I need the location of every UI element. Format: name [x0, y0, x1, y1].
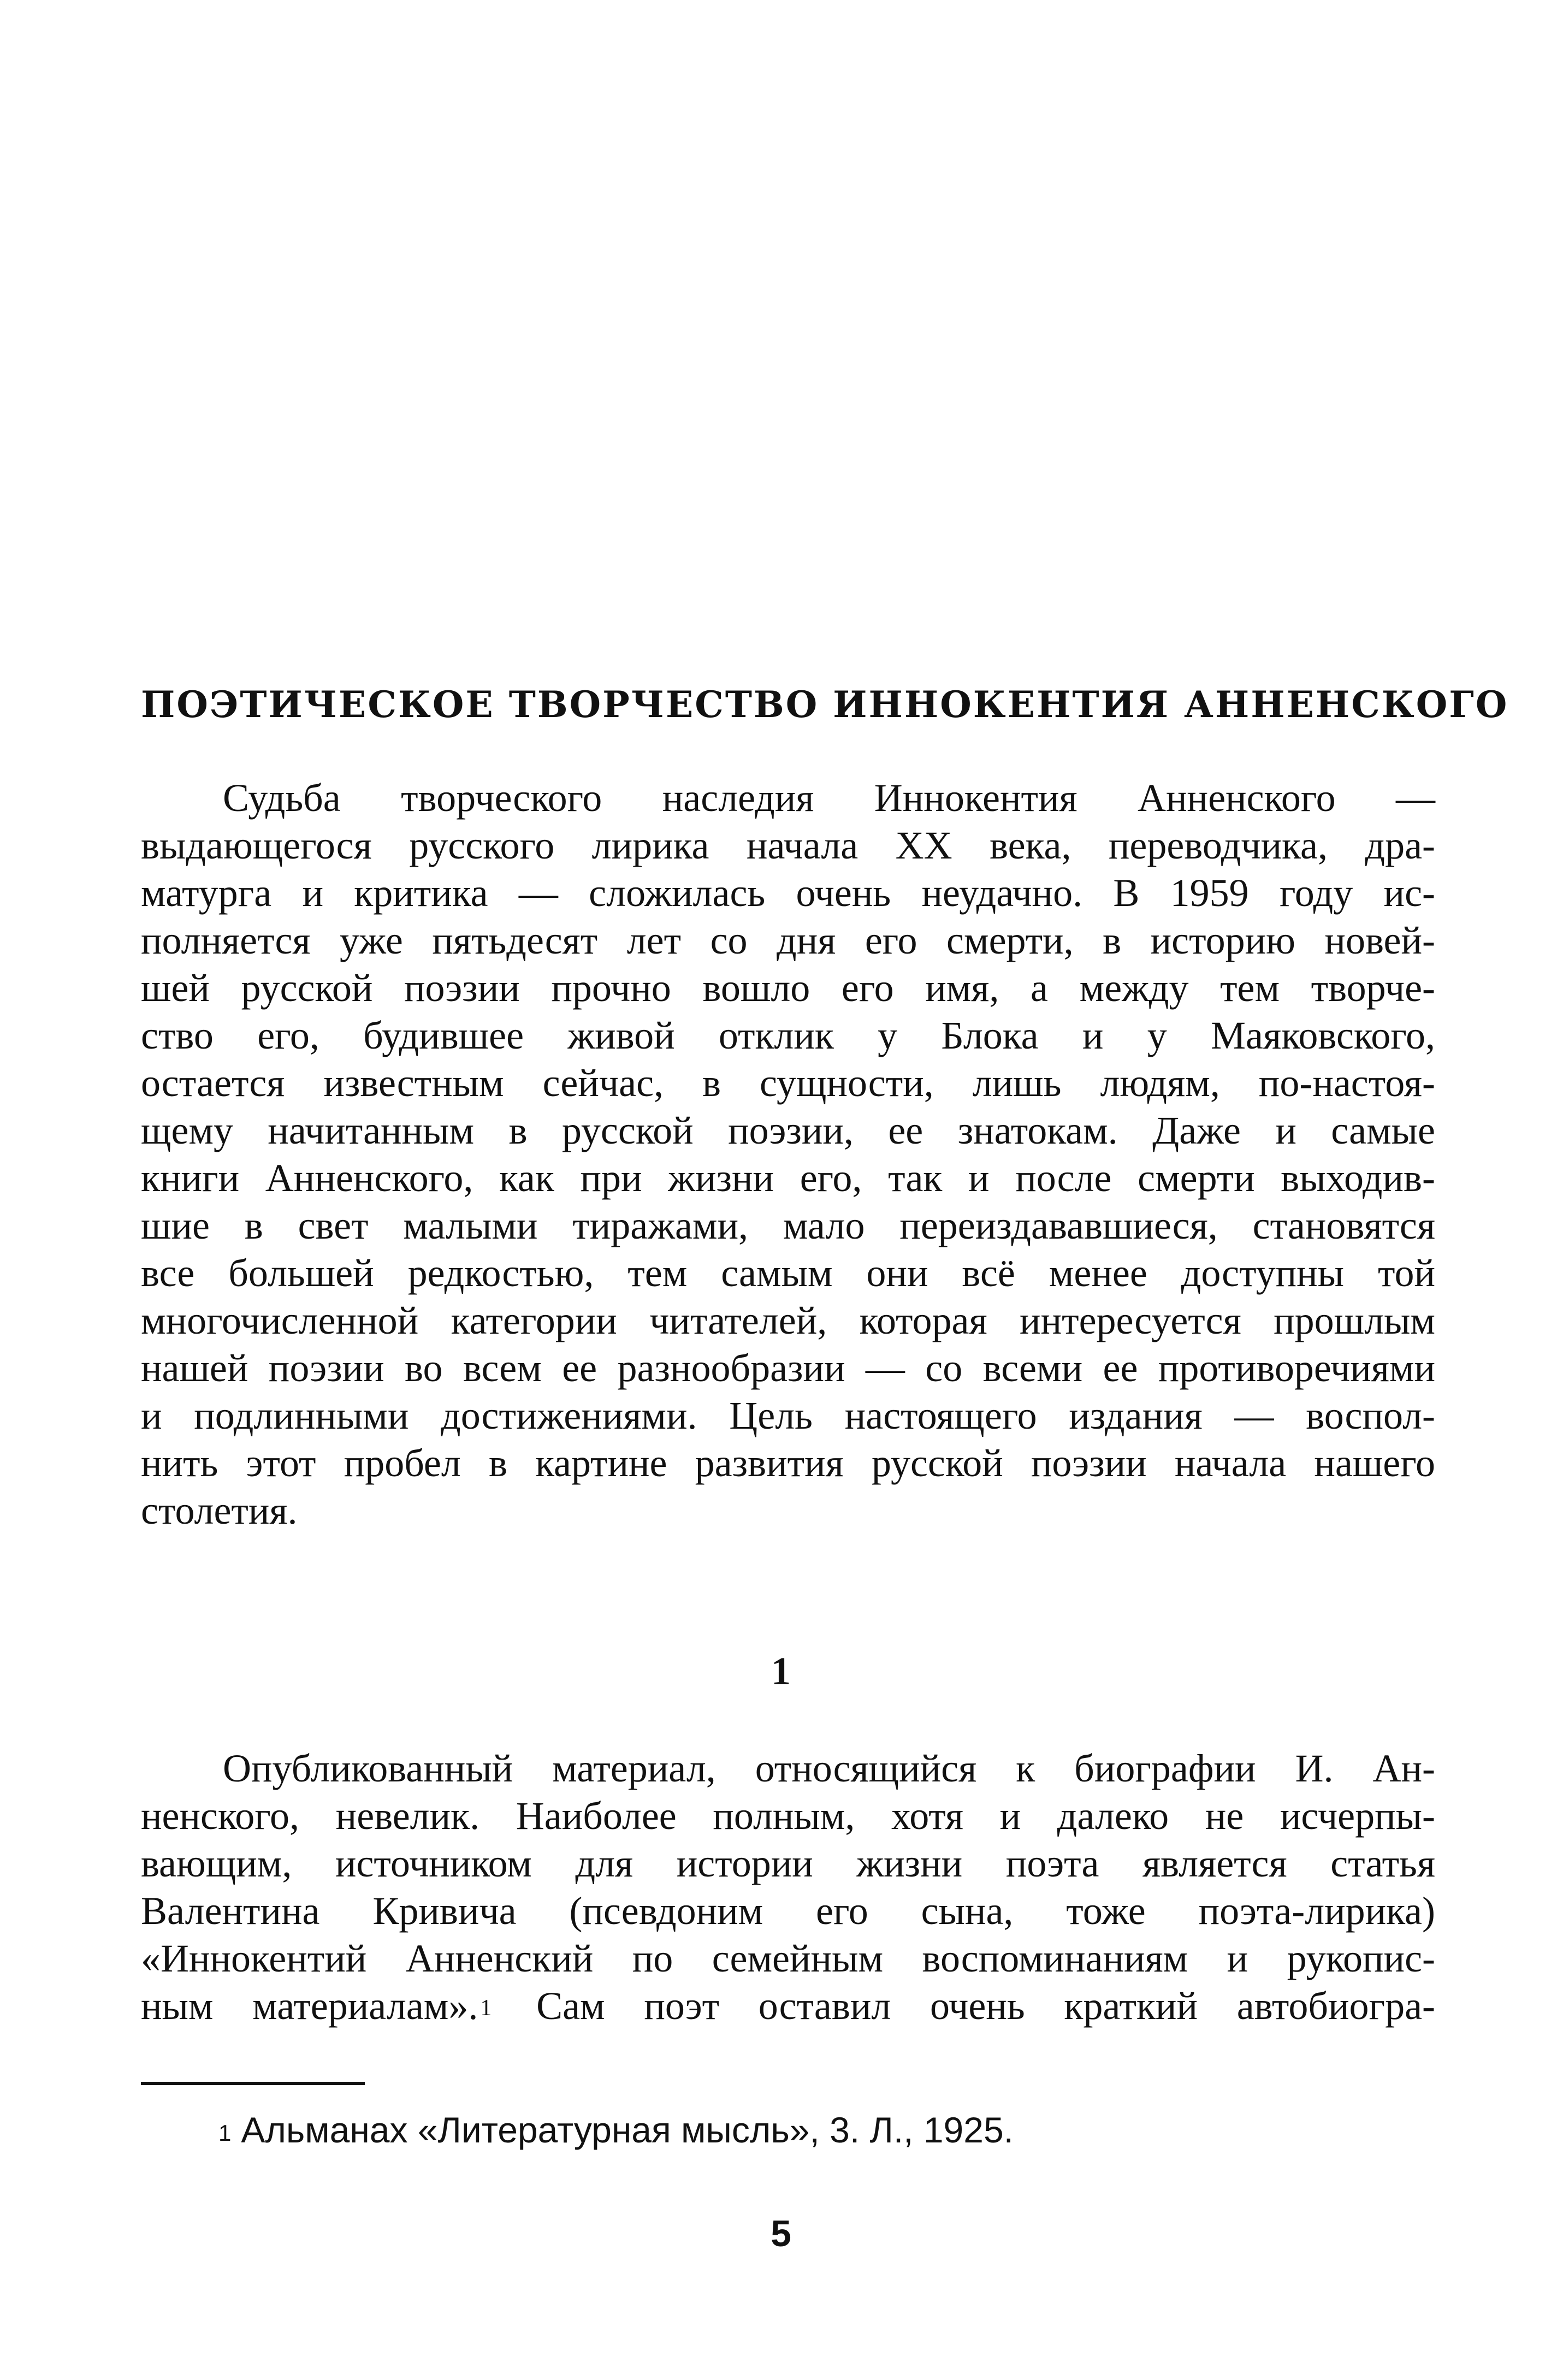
footnote-reference[interactable]: 1: [480, 1996, 492, 2021]
text-line: столетия.: [141, 1489, 298, 1532]
text-line: нить этот пробел в картине развития русской поэзии начала нашего: [141, 1441, 1435, 1485]
text-line: матурга и критика — сложилась очень неудачно. В 1959 году ис-: [141, 871, 1435, 915]
text-line-with-footnote-ref: [141, 1982, 1435, 2030]
text-line: шей русской поэзии прочно вошло его имя, а между тем творче-: [141, 966, 1435, 1010]
text-line: выдающегося русского лирика начала XX века, переводчика, дра-: [141, 824, 1435, 867]
section-number: 1: [771, 1649, 791, 1693]
text-line: вающим, источником для истории жизни поэта является статья: [141, 1842, 1435, 1885]
text-line: ненского, невелик. Наиболее полным, хотя и далеко не исчерпы-: [141, 1794, 1435, 1838]
text-line: многочисленной категории читателей, которая интересуется прошлым: [141, 1299, 1435, 1342]
text-line: щему начитанным в русской поэзии, ее знатокам. Даже и самые: [141, 1109, 1435, 1152]
text-line: книги Анненского, как при жизни его, так и после смерти выходив-: [141, 1156, 1435, 1200]
text-line: Опубликованный материал, относящийся к биографии И. Ан-: [223, 1746, 1435, 1790]
footnote-marker: 1: [218, 2120, 232, 2146]
text-line: остается известным сейчас, в сущности, лишь людям, по-настоя-: [141, 1061, 1435, 1105]
text-line: Валентина Кривича (псевдоним его сына, тоже поэта-лирика): [141, 1889, 1435, 1933]
text-fragment: Сам поэт оставил очень краткий автобиогра-: [536, 1984, 1436, 2028]
page-number: 5: [771, 2213, 791, 2254]
text-line: шие в свет малыми тиражами, мало переиздававшиеся, становятся: [141, 1204, 1435, 1247]
text-line: полняется уже пятьдесят лет со дня его смерти, в историю новей-: [141, 919, 1435, 962]
footnote-divider: [141, 2082, 365, 2085]
text-line: «Иннокентий Анненский по семейным воспоминаниям и рукопис-: [141, 1937, 1435, 1980]
text-line: все большей редкостью, тем самым они всё менее доступны той: [141, 1251, 1435, 1295]
text-line: и подлинными достижениями. Цель настоящего издания — воспол-: [141, 1394, 1435, 1437]
intro-paragraph: [141, 774, 1435, 1535]
text-line: Судьба творческого наследия Иннокентия Анненского —: [223, 776, 1435, 820]
text-line: ство его, будившее живой отклик у Блока и у Маяковского,: [141, 1014, 1435, 1057]
chapter-title: ПОЭТИЧЕСКОЕ ТВОРЧЕСТВО ИННОКЕНТИЯ АННЕНСКОГО: [141, 683, 1509, 726]
text-line: нашей поэзии во всем ее разнообразии — со всеми ее противоречиями: [141, 1346, 1435, 1390]
text-fragment: ным материалам».: [141, 1984, 478, 2028]
footnote-text: Альманах «Литературная мысль», 3. Л., 1925.: [241, 2110, 1014, 2150]
footnote: [218, 2105, 1014, 2154]
biography-paragraph: [141, 1745, 1435, 2030]
